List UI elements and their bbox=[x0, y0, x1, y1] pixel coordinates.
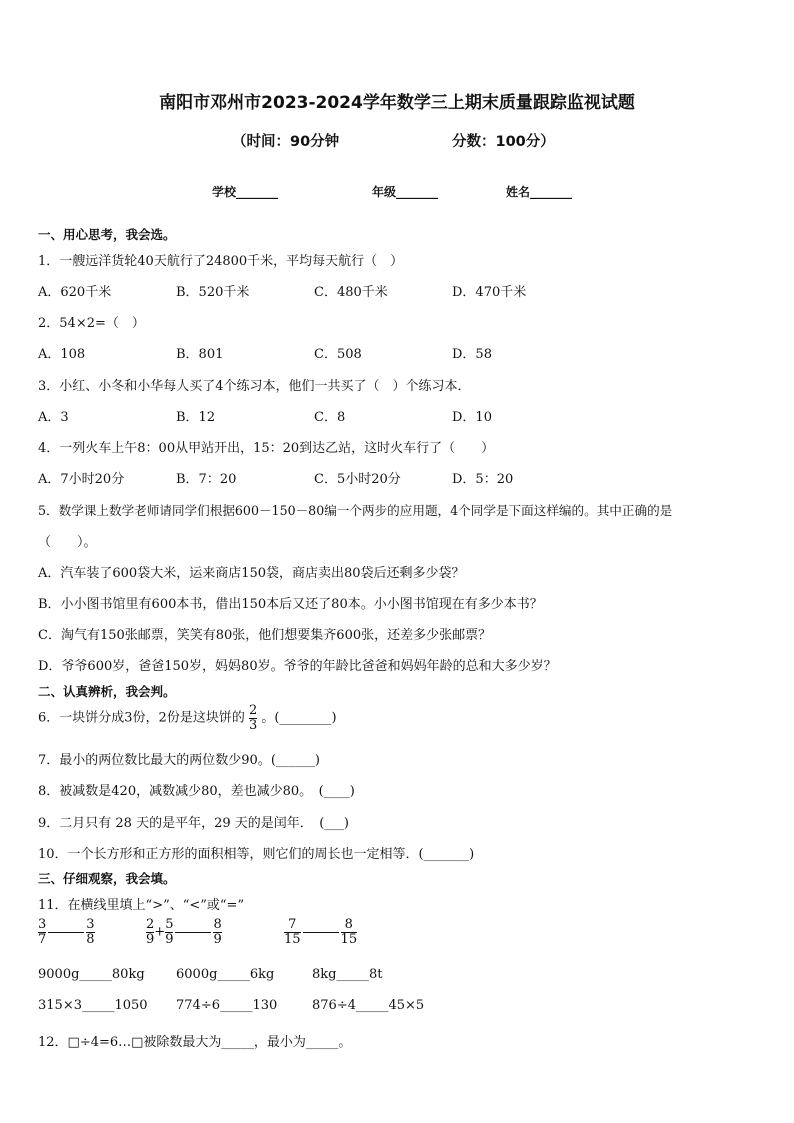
compare-item: 876÷4_____45×5 bbox=[312, 998, 425, 1013]
q2-option-a: A．108 bbox=[38, 347, 86, 362]
q3-option-b: B．12 bbox=[176, 410, 216, 425]
compare-item: 315×3_____1050 bbox=[38, 998, 148, 1013]
q3-option-c: C．8 bbox=[314, 410, 346, 425]
compare-item: 6000g_____6kg bbox=[176, 967, 275, 982]
q5-option-d: D．爷爷600岁，爸爸150岁，妈妈80岁。爷爷的年龄比爸爸和妈妈年龄的总和大多少岁？ bbox=[38, 659, 557, 674]
q6-blank: 。(________) bbox=[261, 710, 337, 726]
fraction-denominator: 3 bbox=[248, 717, 258, 733]
answer-blank bbox=[303, 932, 339, 933]
q6-text: 6．一块饼分成3份，2份是这块饼的 bbox=[38, 710, 245, 726]
question-5-blank: （ ）。 bbox=[38, 535, 97, 550]
question-7: 7．最小的两位数比最大的两位数少90。(______) bbox=[38, 753, 320, 768]
q5-option-b: B．小小图书馆里有600本书，借出150本后又还了80本。小小图书馆现在有多少本书？ bbox=[38, 597, 543, 612]
fraction-numerator: 3 bbox=[86, 917, 95, 932]
fraction-denominator: 9 bbox=[165, 931, 174, 947]
fraction-denominator: 7 bbox=[38, 931, 47, 947]
grade-field: 年级_______ bbox=[372, 185, 439, 199]
answer-blank bbox=[175, 932, 211, 933]
question-8: 8．被减数是420，减数减少80，差也减少80。 (____) bbox=[38, 784, 355, 799]
section-heading: 二、认真辨析，我会判。 bbox=[38, 684, 176, 699]
fraction bbox=[284, 918, 301, 946]
question-9: 9．二月只有 28 天的是平年，29 天的是闰年． (___) bbox=[38, 816, 349, 831]
section-heading: 一、用心思考，我会选。 bbox=[38, 227, 176, 242]
fraction-numerator: 2 bbox=[146, 917, 155, 932]
question-10: 10．一个长方形和正方形的面积相等，则它们的周长也一定相等．(_______) bbox=[38, 847, 475, 862]
plus-sign: + bbox=[154, 924, 166, 940]
q4-option-c: C．5小时20分 bbox=[314, 472, 401, 487]
fraction-denominator: 8 bbox=[86, 931, 95, 947]
fraction-numerator: 8 bbox=[213, 917, 222, 932]
fraction-compare-2 bbox=[146, 918, 222, 946]
fraction bbox=[38, 918, 46, 946]
q1-option-a: A．620千米 bbox=[38, 285, 112, 300]
q2-option-d: D．58 bbox=[452, 347, 492, 362]
fraction-numerator: 5 bbox=[165, 917, 174, 932]
q2-option-b: B．801 bbox=[176, 347, 224, 362]
question-3: 3．小红、小冬和小华每人买了4个练习本，他们一共买了（ ）个练习本． bbox=[38, 379, 471, 394]
q5-option-c: C．淘气有150张邮票，笑笑有80张，他们想要集齐600张，还差多少张邮票？ bbox=[38, 628, 492, 643]
fraction-compare-1 bbox=[38, 918, 95, 946]
fraction-numerator: 7 bbox=[288, 917, 297, 932]
fraction-denominator: 15 bbox=[284, 931, 301, 947]
q1-option-c: C．480千米 bbox=[314, 285, 388, 300]
fraction-denominator: 9 bbox=[146, 931, 155, 947]
question-12: 12．□÷4=6…□被除数最大为_____，最小为_____。 bbox=[38, 1035, 352, 1050]
fraction bbox=[165, 918, 173, 946]
fraction-compare-3 bbox=[284, 918, 357, 946]
fraction-denominator: 9 bbox=[213, 931, 222, 947]
q3-option-a: A．3 bbox=[38, 410, 69, 425]
q3-option-d: D．10 bbox=[452, 410, 492, 425]
q1-option-d: D．470千米 bbox=[452, 285, 527, 300]
exam-time: （时间：90分钟 bbox=[232, 134, 340, 150]
section-heading: 三、仔细观察，我会填。 bbox=[38, 871, 176, 886]
question-1: 1．一艘远洋货轮40天航行了24800千米，平均每天航行（ ） bbox=[38, 254, 404, 269]
fraction bbox=[341, 918, 358, 946]
q4-option-d: D．5：20 bbox=[452, 472, 514, 487]
question-4: 4．一列火车上午8：00从甲站开出，15：20到达乙站，这时火车行了（ ） bbox=[38, 441, 495, 456]
fraction-numerator: 3 bbox=[38, 917, 47, 932]
question-6 bbox=[38, 704, 337, 732]
name-field: 姓名_______ bbox=[506, 185, 573, 199]
q5-option-a: A．汽车装了600袋大米，运来商店150袋，商店卖出80袋后还剩多少袋？ bbox=[38, 566, 465, 581]
exam-score: 分数：100分） bbox=[452, 134, 555, 150]
fraction bbox=[249, 704, 257, 732]
compare-item: 8kg_____8t bbox=[312, 967, 383, 982]
page-title: 南阳市邓州市2023-2024学年数学三上期末质量跟踪监视试题 bbox=[159, 93, 635, 113]
q2-option-c: C．508 bbox=[314, 347, 362, 362]
answer-blank bbox=[48, 932, 84, 933]
question-5: 5．数学课上数学老师请同学们根据600－150－80编一个两步的应用题，4个同学是下面这样编的。其中正确的是 bbox=[38, 503, 673, 518]
q1-option-b: B．520千米 bbox=[176, 285, 250, 300]
fraction-numerator: 8 bbox=[344, 917, 353, 932]
q4-option-a: A．7小时20分 bbox=[38, 472, 125, 487]
fraction bbox=[86, 918, 94, 946]
compare-item: 774÷6_____130 bbox=[176, 998, 278, 1013]
compare-item: 9000g_____80kg bbox=[38, 967, 145, 982]
fraction-denominator: 15 bbox=[340, 931, 358, 947]
fraction bbox=[213, 918, 221, 946]
q4-option-b: B．7：20 bbox=[176, 472, 237, 487]
question-2: 2．54×2=（ ） bbox=[38, 316, 145, 331]
fraction-numerator: 2 bbox=[248, 703, 258, 718]
school-field: 学校_______ bbox=[212, 185, 279, 199]
question-11: 11．在横线里填上“>”、“<”或“=” bbox=[38, 898, 245, 913]
